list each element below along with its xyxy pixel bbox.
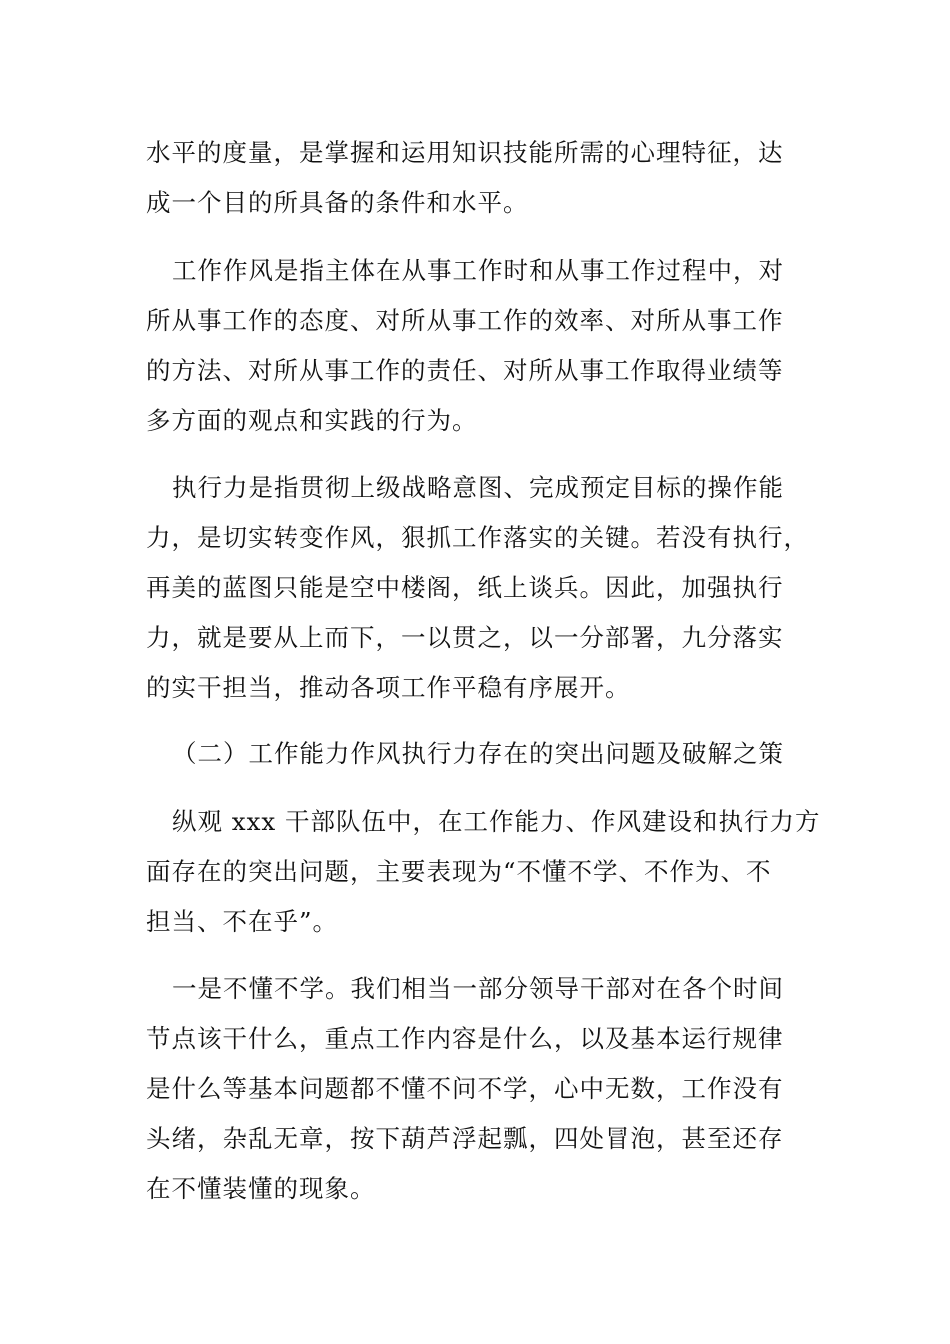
paragraph-problems-overview bbox=[146, 797, 821, 947]
text-line: 节点该干什么，重点工作内容是什么，以及基本运行规律 bbox=[146, 1024, 784, 1053]
text-line: 的实干担当，推动各项工作平稳有序展开。 bbox=[146, 673, 631, 702]
text-line: 水平的度量，是掌握和运用知识技能所需的心理特征，达 bbox=[146, 138, 784, 167]
paragraph-execution-definition bbox=[146, 463, 809, 713]
text-line: 头绪，杂乱无章，按下葫芦浮起瓢，四处冒泡，甚至还存 bbox=[146, 1124, 784, 1153]
text-line: 的方法、对所从事工作的责任、对所从事工作取得业绩等 bbox=[146, 356, 784, 385]
text-line: 一是不懂不学。我们相当一部分领导干部对在各个时间 bbox=[172, 974, 784, 1003]
text-line: 力，是切实转变作风，狠抓工作落实的关键。若没有执行， bbox=[146, 523, 809, 552]
text-line: 执行力是指贯彻上级战略意图、完成预定目标的操作能 bbox=[172, 473, 784, 502]
section-heading bbox=[146, 729, 806, 779]
text-line: 是什么等基本问题都不懂不问不学，心中无数，工作没有 bbox=[146, 1074, 784, 1103]
text-line: 纵观 xxx 干部队伍中，在工作能力、作风建设和执行力方 bbox=[172, 807, 821, 836]
text-line: 担当、不在乎”。 bbox=[146, 907, 339, 936]
text-line: 工作作风是指主体在从事工作时和从事工作过程中，对 bbox=[172, 256, 784, 285]
paragraph-ability-definition-end bbox=[146, 128, 806, 228]
paragraph-first-problem bbox=[146, 964, 806, 1214]
text-line: 再美的蓝图只能是空中楼阁，纸上谈兵。因此，加强执行 bbox=[146, 573, 784, 602]
text-line: 成一个目的所具备的条件和水平。 bbox=[146, 188, 529, 217]
text-line: 所从事工作的态度、对所从事工作的效率、对所从事工作 bbox=[146, 306, 784, 335]
paragraph-work-style-definition bbox=[146, 246, 806, 446]
text-line: 力，就是要从上而下，一以贯之，以一分部署，九分落实 bbox=[146, 623, 784, 652]
text-line: 多方面的观点和实践的行为。 bbox=[146, 406, 478, 435]
heading-text: （二）工作能力作风执行力存在的突出问题及破解之策 bbox=[172, 739, 784, 768]
text-line: 面存在的突出问题，主要表现为“不懂不学、不作为、不 bbox=[146, 857, 772, 886]
text-line: 在不懂装懂的现象。 bbox=[146, 1174, 376, 1203]
